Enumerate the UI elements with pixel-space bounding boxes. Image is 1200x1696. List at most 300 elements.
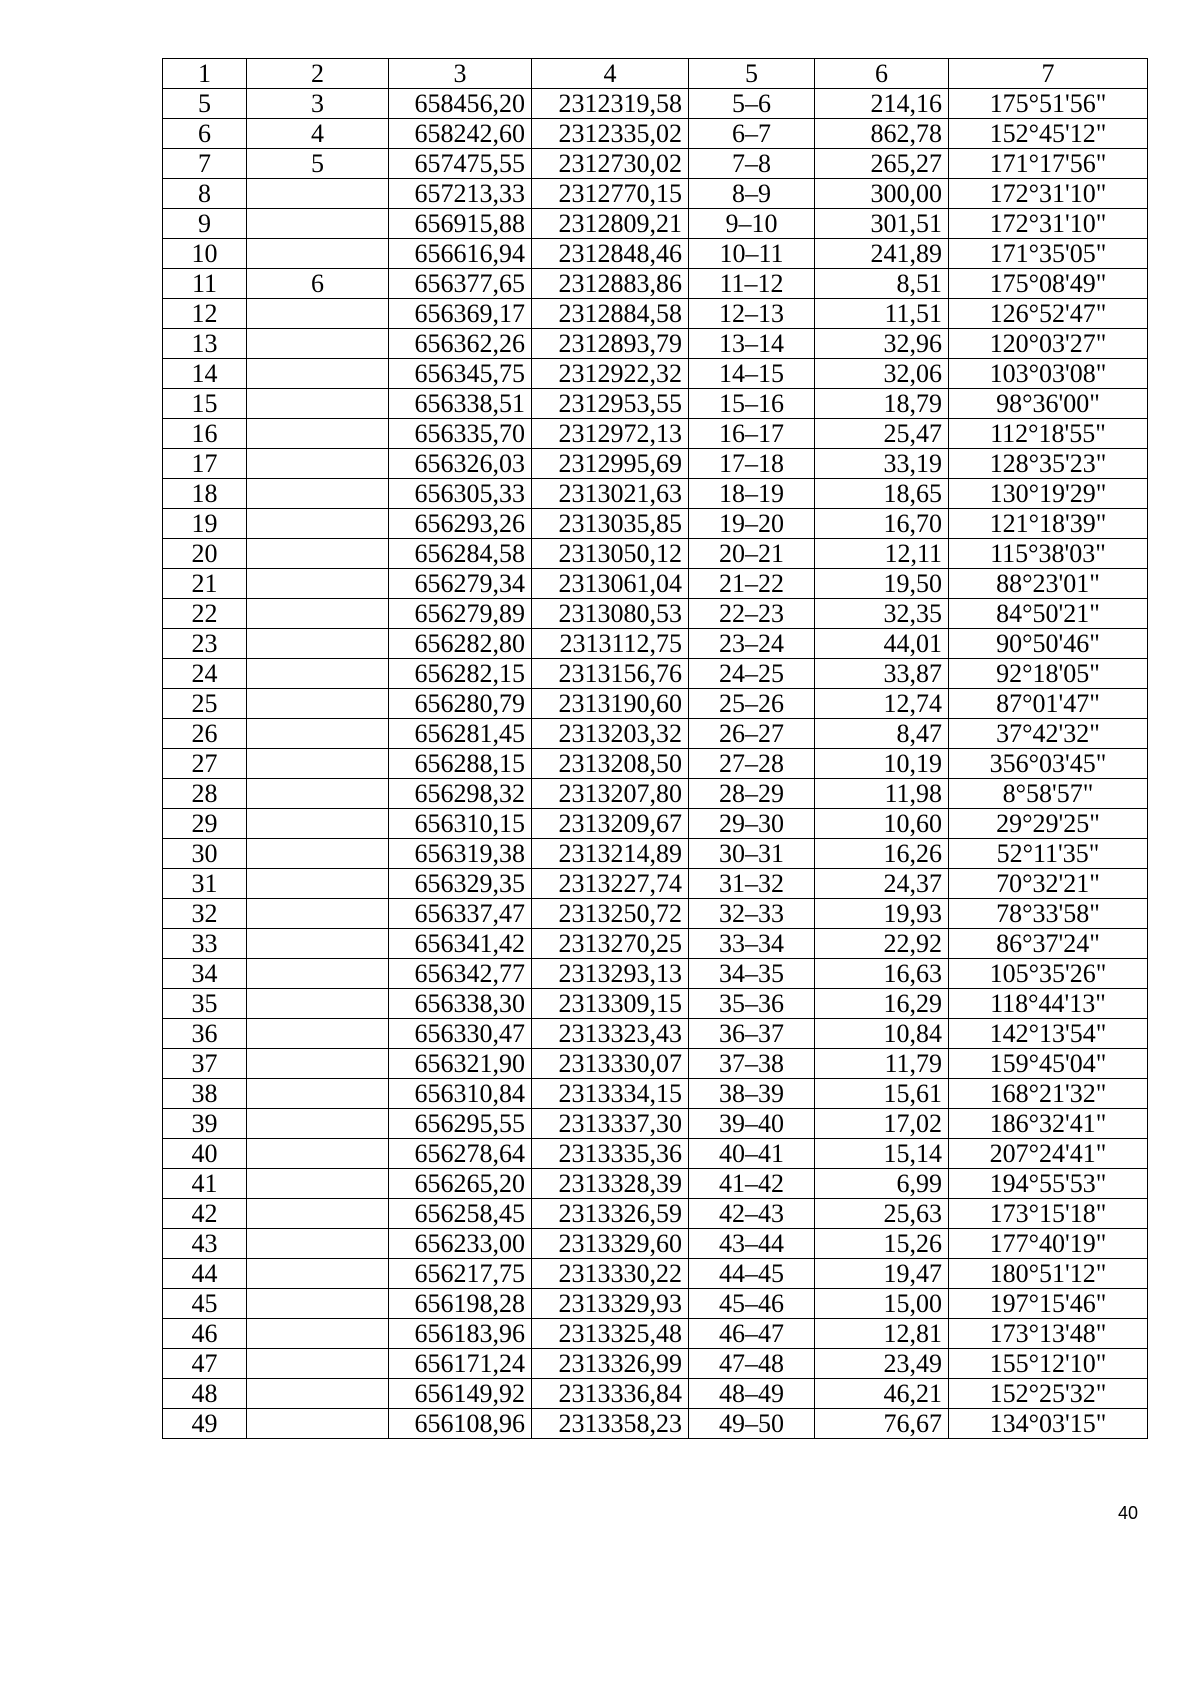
cell-x-coordinate: 656281,45 [389, 719, 532, 749]
cell-point-number: 18 [163, 479, 247, 509]
cell-segment-number [247, 1319, 389, 1349]
cell-line-segment: 29–30 [689, 809, 815, 839]
cell-x-coordinate: 656616,94 [389, 239, 532, 269]
cell-y-coordinate: 2313061,04 [532, 569, 689, 599]
cell-direction-angle: 173°15'18" [949, 1199, 1148, 1229]
cell-x-coordinate: 656293,26 [389, 509, 532, 539]
cell-x-coordinate: 657213,33 [389, 179, 532, 209]
cell-direction-angle: 194°55'53" [949, 1169, 1148, 1199]
cell-point-number: 31 [163, 869, 247, 899]
cell-direction-angle: 29°29'25" [949, 809, 1148, 839]
cell-line-segment: 46–47 [689, 1319, 815, 1349]
cell-length: 15,61 [815, 1079, 949, 1109]
table-row [163, 599, 1148, 629]
cell-direction-angle: 128°35'23" [949, 449, 1148, 479]
cell-line-segment: 23–24 [689, 629, 815, 659]
cell-x-coordinate: 656295,55 [389, 1109, 532, 1139]
header-col-4: 4 [532, 59, 689, 89]
cell-point-number: 24 [163, 659, 247, 689]
table-row [163, 839, 1148, 869]
cell-direction-angle: 37°42'32" [949, 719, 1148, 749]
cell-line-segment: 40–41 [689, 1139, 815, 1169]
table-row [163, 329, 1148, 359]
cell-y-coordinate: 2312848,46 [532, 239, 689, 269]
cell-length: 265,27 [815, 149, 949, 179]
cell-point-number: 36 [163, 1019, 247, 1049]
cell-line-segment: 20–21 [689, 539, 815, 569]
cell-point-number: 14 [163, 359, 247, 389]
cell-segment-number: 5 [247, 149, 389, 179]
cell-y-coordinate: 2312884,58 [532, 299, 689, 329]
table-row [163, 1109, 1148, 1139]
cell-line-segment: 36–37 [689, 1019, 815, 1049]
cell-direction-angle: 52°11'35" [949, 839, 1148, 869]
table-row [163, 1409, 1148, 1439]
cell-line-segment: 41–42 [689, 1169, 815, 1199]
cell-line-segment: 39–40 [689, 1109, 815, 1139]
cell-point-number: 39 [163, 1109, 247, 1139]
cell-segment-number [247, 959, 389, 989]
cell-length: 18,65 [815, 479, 949, 509]
cell-segment-number [247, 989, 389, 1019]
table-row [163, 1199, 1148, 1229]
cell-segment-number [247, 1409, 389, 1439]
cell-length: 19,93 [815, 899, 949, 929]
cell-y-coordinate: 2313323,43 [532, 1019, 689, 1049]
cell-point-number: 13 [163, 329, 247, 359]
cell-point-number: 34 [163, 959, 247, 989]
cell-direction-angle: 171°35'05" [949, 239, 1148, 269]
cell-x-coordinate: 656341,42 [389, 929, 532, 959]
cell-y-coordinate: 2312922,32 [532, 359, 689, 389]
cell-y-coordinate: 2313334,15 [532, 1079, 689, 1109]
cell-length: 11,98 [815, 779, 949, 809]
cell-length: 44,01 [815, 629, 949, 659]
cell-line-segment: 32–33 [689, 899, 815, 929]
table-row [163, 209, 1148, 239]
cell-segment-number [247, 809, 389, 839]
cell-x-coordinate: 656280,79 [389, 689, 532, 719]
cell-point-number: 44 [163, 1259, 247, 1289]
cell-direction-angle: 70°32'21" [949, 869, 1148, 899]
cell-direction-angle: 118°44'13" [949, 989, 1148, 1019]
cell-segment-number [247, 629, 389, 659]
cell-segment-number [247, 779, 389, 809]
cell-length: 10,84 [815, 1019, 949, 1049]
cell-y-coordinate: 2313209,67 [532, 809, 689, 839]
cell-point-number: 47 [163, 1349, 247, 1379]
cell-segment-number [247, 1049, 389, 1079]
cell-line-segment: 30–31 [689, 839, 815, 869]
header-col-7: 7 [949, 59, 1148, 89]
table-row [163, 179, 1148, 209]
header-row [163, 59, 1148, 89]
cell-y-coordinate: 2312953,55 [532, 389, 689, 419]
header-col-2: 2 [247, 59, 389, 89]
cell-x-coordinate: 656284,58 [389, 539, 532, 569]
cell-segment-number [247, 449, 389, 479]
cell-segment-number [247, 929, 389, 959]
cell-point-number: 6 [163, 119, 247, 149]
cell-direction-angle: 87°01'47" [949, 689, 1148, 719]
cell-segment-number [247, 209, 389, 239]
table-row [163, 149, 1148, 179]
cell-length: 32,06 [815, 359, 949, 389]
cell-x-coordinate: 656362,26 [389, 329, 532, 359]
cell-direction-angle: 121°18'39" [949, 509, 1148, 539]
cell-point-number: 33 [163, 929, 247, 959]
cell-point-number: 23 [163, 629, 247, 659]
cell-x-coordinate: 656198,28 [389, 1289, 532, 1319]
cell-point-number: 48 [163, 1379, 247, 1409]
cell-line-segment: 12–13 [689, 299, 815, 329]
cell-segment-number [247, 359, 389, 389]
cell-point-number: 15 [163, 389, 247, 419]
cell-y-coordinate: 2312972,13 [532, 419, 689, 449]
cell-y-coordinate: 2313336,84 [532, 1379, 689, 1409]
table-body [163, 59, 1148, 1439]
cell-direction-angle: 90°50'46" [949, 629, 1148, 659]
cell-y-coordinate: 2313326,59 [532, 1199, 689, 1229]
cell-line-segment: 5–6 [689, 89, 815, 119]
cell-length: 19,47 [815, 1259, 949, 1289]
cell-segment-number [247, 329, 389, 359]
cell-y-coordinate: 2313227,74 [532, 869, 689, 899]
cell-segment-number [247, 749, 389, 779]
table-row [163, 929, 1148, 959]
cell-segment-number [247, 689, 389, 719]
cell-length: 8,51 [815, 269, 949, 299]
table-row [163, 1139, 1148, 1169]
cell-length: 32,35 [815, 599, 949, 629]
cell-line-segment: 6–7 [689, 119, 815, 149]
cell-direction-angle: 142°13'54" [949, 1019, 1148, 1049]
cell-direction-angle: 152°45'12" [949, 119, 1148, 149]
cell-point-number: 49 [163, 1409, 247, 1439]
cell-x-coordinate: 657475,55 [389, 149, 532, 179]
cell-segment-number [247, 1349, 389, 1379]
cell-x-coordinate: 656183,96 [389, 1319, 532, 1349]
table-row [163, 1079, 1148, 1109]
cell-length: 23,49 [815, 1349, 949, 1379]
cell-y-coordinate: 2312893,79 [532, 329, 689, 359]
cell-point-number: 28 [163, 779, 247, 809]
cell-point-number: 8 [163, 179, 247, 209]
cell-direction-angle: 159°45'04" [949, 1049, 1148, 1079]
table-row [163, 89, 1148, 119]
cell-x-coordinate: 656171,24 [389, 1349, 532, 1379]
cell-x-coordinate: 656310,84 [389, 1079, 532, 1109]
cell-y-coordinate: 2313329,93 [532, 1289, 689, 1319]
cell-x-coordinate: 656329,35 [389, 869, 532, 899]
cell-line-segment: 15–16 [689, 389, 815, 419]
cell-direction-angle: 98°36'00" [949, 389, 1148, 419]
cell-segment-number [247, 719, 389, 749]
cell-segment-number [247, 1019, 389, 1049]
cell-point-number: 25 [163, 689, 247, 719]
table-row [163, 1289, 1148, 1319]
cell-line-segment: 11–12 [689, 269, 815, 299]
cell-direction-angle: 180°51'12" [949, 1259, 1148, 1289]
cell-x-coordinate: 656258,45 [389, 1199, 532, 1229]
table-row [163, 509, 1148, 539]
cell-line-segment: 27–28 [689, 749, 815, 779]
table-row [163, 809, 1148, 839]
cell-y-coordinate: 2313214,89 [532, 839, 689, 869]
cell-y-coordinate: 2313208,50 [532, 749, 689, 779]
table-row [163, 779, 1148, 809]
cell-length: 22,92 [815, 929, 949, 959]
cell-length: 16,26 [815, 839, 949, 869]
table-row [163, 479, 1148, 509]
cell-x-coordinate: 656288,15 [389, 749, 532, 779]
cell-direction-angle: 175°08'49" [949, 269, 1148, 299]
cell-length: 17,02 [815, 1109, 949, 1139]
cell-length: 15,14 [815, 1139, 949, 1169]
cell-segment-number [247, 569, 389, 599]
cell-point-number: 32 [163, 899, 247, 929]
cell-y-coordinate: 2313335,36 [532, 1139, 689, 1169]
cell-x-coordinate: 656310,15 [389, 809, 532, 839]
cell-length: 32,96 [815, 329, 949, 359]
cell-direction-angle: 84°50'21" [949, 599, 1148, 629]
cell-length: 10,19 [815, 749, 949, 779]
cell-line-segment: 28–29 [689, 779, 815, 809]
table-row [163, 239, 1148, 269]
cell-point-number: 29 [163, 809, 247, 839]
cell-line-segment: 16–17 [689, 419, 815, 449]
cell-y-coordinate: 2313293,13 [532, 959, 689, 989]
cell-y-coordinate: 2313250,72 [532, 899, 689, 929]
cell-x-coordinate: 656282,80 [389, 629, 532, 659]
table-row [163, 1229, 1148, 1259]
page-number: 40 [1118, 1503, 1139, 1523]
cell-point-number: 35 [163, 989, 247, 1019]
cell-segment-number: 3 [247, 89, 389, 119]
cell-x-coordinate: 656298,32 [389, 779, 532, 809]
cell-x-coordinate: 656279,34 [389, 569, 532, 599]
cell-direction-angle: 86°37'24" [949, 929, 1148, 959]
cell-length: 241,89 [815, 239, 949, 269]
cell-line-segment: 49–50 [689, 1409, 815, 1439]
cell-line-segment: 45–46 [689, 1289, 815, 1319]
cell-point-number: 43 [163, 1229, 247, 1259]
table-row [163, 749, 1148, 779]
cell-point-number: 20 [163, 539, 247, 569]
cell-direction-angle: 155°12'10" [949, 1349, 1148, 1379]
cell-direction-angle: 168°21'32" [949, 1079, 1148, 1109]
cell-direction-angle: 78°33'58" [949, 899, 1148, 929]
cell-y-coordinate: 2313156,76 [532, 659, 689, 689]
cell-line-segment: 26–27 [689, 719, 815, 749]
cell-y-coordinate: 2313309,15 [532, 989, 689, 1019]
cell-line-segment: 48–49 [689, 1379, 815, 1409]
cell-point-number: 21 [163, 569, 247, 599]
cell-point-number: 30 [163, 839, 247, 869]
cell-point-number: 9 [163, 209, 247, 239]
cell-length: 16,63 [815, 959, 949, 989]
cell-direction-angle: 126°52'47" [949, 299, 1148, 329]
cell-point-number: 19 [163, 509, 247, 539]
cell-x-coordinate: 656278,64 [389, 1139, 532, 1169]
cell-y-coordinate: 2312335,02 [532, 119, 689, 149]
cell-length: 11,51 [815, 299, 949, 329]
cell-length: 11,79 [815, 1049, 949, 1079]
cell-x-coordinate: 658242,60 [389, 119, 532, 149]
cell-point-number: 17 [163, 449, 247, 479]
cell-direction-angle: 115°38'03" [949, 539, 1148, 569]
cell-x-coordinate: 656337,47 [389, 899, 532, 929]
cell-point-number: 46 [163, 1319, 247, 1349]
table-row [163, 419, 1148, 449]
cell-y-coordinate: 2313203,32 [532, 719, 689, 749]
cell-x-coordinate: 656233,00 [389, 1229, 532, 1259]
cell-point-number: 7 [163, 149, 247, 179]
cell-length: 24,37 [815, 869, 949, 899]
table-row [163, 899, 1148, 929]
cell-x-coordinate: 656319,38 [389, 839, 532, 869]
cell-point-number: 38 [163, 1079, 247, 1109]
cell-segment-number [247, 509, 389, 539]
cell-x-coordinate: 656108,96 [389, 1409, 532, 1439]
cell-direction-angle: 172°31'10" [949, 209, 1148, 239]
cell-y-coordinate: 2313080,53 [532, 599, 689, 629]
cell-direction-angle: 152°25'32" [949, 1379, 1148, 1409]
cell-segment-number [247, 1229, 389, 1259]
cell-segment-number [247, 389, 389, 419]
cell-length: 10,60 [815, 809, 949, 839]
cell-line-segment: 44–45 [689, 1259, 815, 1289]
table-row [163, 569, 1148, 599]
cell-line-segment: 19–20 [689, 509, 815, 539]
cell-y-coordinate: 2312319,58 [532, 89, 689, 119]
cell-direction-angle: 8°58'57" [949, 779, 1148, 809]
header-col-5: 5 [689, 59, 815, 89]
table-row [163, 539, 1148, 569]
cell-direction-angle: 171°17'56" [949, 149, 1148, 179]
cell-y-coordinate: 2313190,60 [532, 689, 689, 719]
cell-line-segment: 43–44 [689, 1229, 815, 1259]
cell-line-segment: 35–36 [689, 989, 815, 1019]
cell-y-coordinate: 2312883,86 [532, 269, 689, 299]
cell-line-segment: 7–8 [689, 149, 815, 179]
cell-direction-angle: 173°13'48" [949, 1319, 1148, 1349]
cell-direction-angle: 175°51'56" [949, 89, 1148, 119]
cell-y-coordinate: 2313112,75 [532, 629, 689, 659]
table-row [163, 1319, 1148, 1349]
cell-y-coordinate: 2313329,60 [532, 1229, 689, 1259]
cell-y-coordinate: 2313325,48 [532, 1319, 689, 1349]
cell-length: 301,51 [815, 209, 949, 239]
cell-point-number: 42 [163, 1199, 247, 1229]
cell-x-coordinate: 656338,30 [389, 989, 532, 1019]
table-row [163, 1349, 1148, 1379]
cell-point-number: 26 [163, 719, 247, 749]
cell-point-number: 41 [163, 1169, 247, 1199]
cell-line-segment: 37–38 [689, 1049, 815, 1079]
cell-y-coordinate: 2312770,15 [532, 179, 689, 209]
cell-line-segment: 13–14 [689, 329, 815, 359]
cell-x-coordinate: 656338,51 [389, 389, 532, 419]
cell-x-coordinate: 656279,89 [389, 599, 532, 629]
cell-segment-number: 6 [247, 269, 389, 299]
cell-point-number: 11 [163, 269, 247, 299]
cell-x-coordinate: 658456,20 [389, 89, 532, 119]
header-col-1: 1 [163, 59, 247, 89]
cell-line-segment: 8–9 [689, 179, 815, 209]
cell-line-segment: 18–19 [689, 479, 815, 509]
cell-length: 33,19 [815, 449, 949, 479]
cell-x-coordinate: 656217,75 [389, 1259, 532, 1289]
cell-direction-angle: 92°18'05" [949, 659, 1148, 689]
cell-line-segment: 17–18 [689, 449, 815, 479]
cell-segment-number [247, 599, 389, 629]
cell-x-coordinate: 656326,03 [389, 449, 532, 479]
table-row [163, 869, 1148, 899]
cell-line-segment: 14–15 [689, 359, 815, 389]
cell-segment-number [247, 869, 389, 899]
cell-point-number: 10 [163, 239, 247, 269]
cell-point-number: 22 [163, 599, 247, 629]
cell-y-coordinate: 2313328,39 [532, 1169, 689, 1199]
table-row [163, 1169, 1148, 1199]
cell-length: 25,63 [815, 1199, 949, 1229]
cell-direction-angle: 177°40'19" [949, 1229, 1148, 1259]
cell-length: 300,00 [815, 179, 949, 209]
table-row [163, 1259, 1148, 1289]
cell-point-number: 12 [163, 299, 247, 329]
cell-segment-number [247, 1139, 389, 1169]
cell-line-segment: 42–43 [689, 1199, 815, 1229]
cell-y-coordinate: 2312730,02 [532, 149, 689, 179]
cell-length: 33,87 [815, 659, 949, 689]
cell-point-number: 37 [163, 1049, 247, 1079]
header-col-6: 6 [815, 59, 949, 89]
cell-line-segment: 21–22 [689, 569, 815, 599]
cell-segment-number [247, 839, 389, 869]
cell-y-coordinate: 2313326,99 [532, 1349, 689, 1379]
cell-direction-angle: 130°19'29" [949, 479, 1148, 509]
cell-direction-angle: 120°03'27" [949, 329, 1148, 359]
table-row [163, 389, 1148, 419]
coordinates-table [162, 58, 1148, 1439]
table-row [163, 719, 1148, 749]
table-row [163, 119, 1148, 149]
cell-point-number: 27 [163, 749, 247, 779]
cell-direction-angle: 105°35'26" [949, 959, 1148, 989]
cell-x-coordinate: 656305,33 [389, 479, 532, 509]
cell-x-coordinate: 656335,70 [389, 419, 532, 449]
table-row [163, 449, 1148, 479]
cell-length: 16,70 [815, 509, 949, 539]
cell-segment-number [247, 539, 389, 569]
cell-x-coordinate: 656345,75 [389, 359, 532, 389]
cell-segment-number [247, 299, 389, 329]
cell-segment-number [247, 1289, 389, 1319]
header-col-3: 3 [389, 59, 532, 89]
cell-length: 25,47 [815, 419, 949, 449]
cell-line-segment: 24–25 [689, 659, 815, 689]
cell-length: 6,99 [815, 1169, 949, 1199]
cell-segment-number [247, 419, 389, 449]
cell-length: 8,47 [815, 719, 949, 749]
cell-y-coordinate: 2313035,85 [532, 509, 689, 539]
cell-x-coordinate: 656321,90 [389, 1049, 532, 1079]
cell-segment-number [247, 1199, 389, 1229]
cell-segment-number [247, 479, 389, 509]
cell-line-segment: 33–34 [689, 929, 815, 959]
table-row [163, 269, 1148, 299]
